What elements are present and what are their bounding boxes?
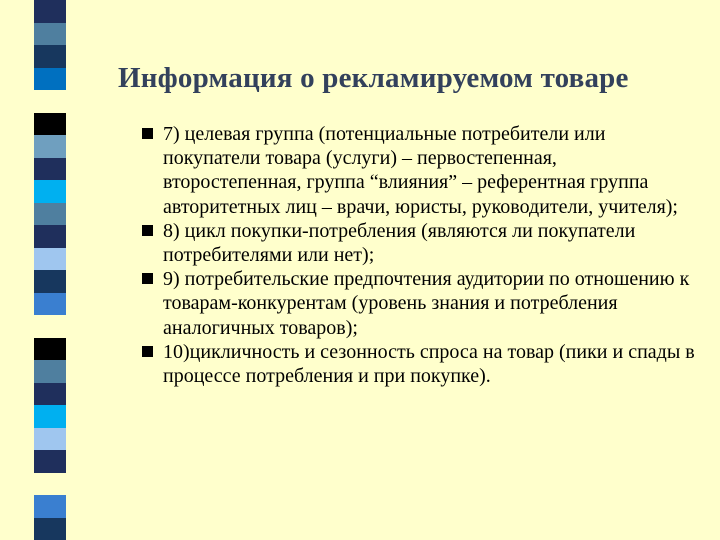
stripe-segment	[34, 45, 66, 68]
bullet-text: 8) цикл покупки-потребления (являются ли покупатели потребителями или нет);	[163, 219, 636, 267]
stripe-segment	[34, 360, 66, 383]
stripe-segment	[34, 203, 66, 226]
slide-title: Информация о рекламируемом товаре	[118, 62, 629, 94]
square-bullet-icon	[142, 273, 153, 284]
stripe-segment	[34, 338, 66, 361]
stripe-segment	[34, 248, 66, 271]
bullet-item-8	[118, 219, 698, 267]
stripe-segment	[34, 383, 66, 406]
bullet-text: 7) целевая группа (потенциальные потребители или покупатели товара (услуги) – первостепенная, второстепенная, группа “влияния” – референтная группа авторитетных лиц – врачи, юристы, руководители, учителя);	[163, 123, 678, 218]
stripe-segment	[34, 405, 66, 428]
stripe-segment	[34, 315, 66, 338]
square-bullet-icon	[142, 128, 153, 139]
bullet-text: 9) потребительские предпочтения аудитории по отношению к товарам-конкурентам (уровень знания и потребления аналогичных товаров);	[163, 268, 690, 339]
bullet-item-10	[118, 340, 698, 388]
stripe-segment	[34, 113, 66, 136]
stripe-segment	[34, 293, 66, 316]
stripe-segment	[34, 0, 66, 23]
stripe-segment	[34, 270, 66, 293]
stripe-segment	[34, 450, 66, 473]
stripe-segment	[34, 68, 66, 91]
stripe-segment	[34, 135, 66, 158]
stripe-segment	[34, 23, 66, 46]
stripe-segment	[34, 495, 66, 518]
stripe-segment	[34, 90, 66, 113]
stripe-segment	[34, 225, 66, 248]
stripe-segment	[34, 158, 66, 181]
stripe-segment	[34, 518, 66, 540]
stripe-segment	[34, 428, 66, 451]
bullet-item-7	[118, 122, 698, 219]
stripe-segment	[34, 473, 66, 496]
square-bullet-icon	[142, 346, 153, 357]
bullet-text: 10)цикличность и сезонность спроса на товар (пики и спады в процессе потребления и при покупке).	[163, 340, 695, 388]
square-bullet-icon	[142, 225, 153, 236]
bullet-list	[118, 122, 698, 388]
decorative-stripe-bar	[34, 0, 66, 540]
bullet-item-9	[118, 267, 698, 340]
stripe-segment	[34, 180, 66, 203]
